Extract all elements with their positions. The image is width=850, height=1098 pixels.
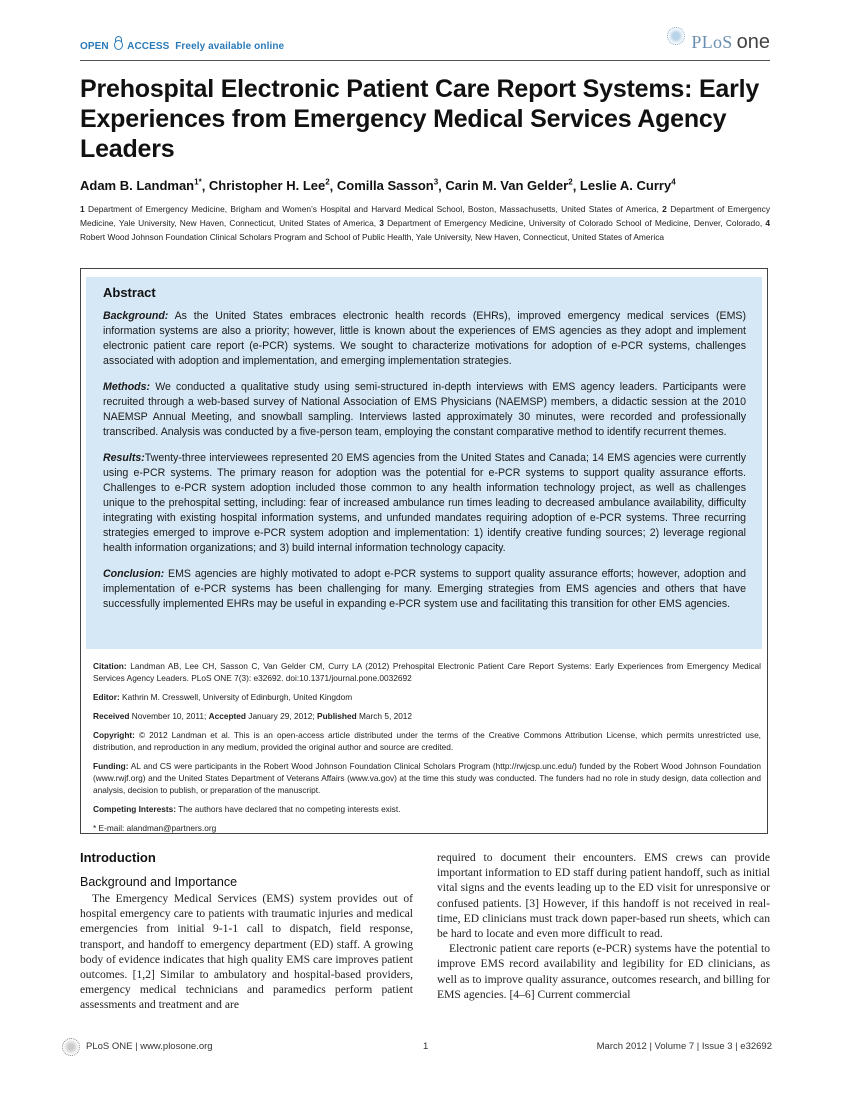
section-heading-introduction: Introduction — [80, 850, 156, 865]
abstract-heading: Abstract — [103, 285, 156, 300]
abstract-methods: Methods: We conducted a qualitative study using semi-structured in-depth interviews with EMS agency leaders. Participants were recruited through a web-based survey of National Association of EMS Physicians (NAEMSP) members, a didactic session at the 2010 NAEMSP Annual Meeting, and snowball sampling. Interviews lasted approximately 30 minutes, were recorded and professionally transcribed. Analysis was conducted by a five-person team, employing the constant comparative method to identify recurrent themes. — [103, 381, 746, 438]
abstract-background: Background: As the United States embraces electronic health records (EHRs), improved emergency medical services (EMS) information systems are also a priority; however, little is known about the experiences of EMS agencies as they adopt and implement electronic patient care report (e-PCR) systems. We sought to characterize motivations for adoption of e-PCR systems, challenges associated with adoption and implementation, and emerging implementation strategies. — [103, 310, 746, 367]
body-column-left — [80, 850, 413, 1013]
plos-globe-icon — [62, 1038, 80, 1056]
abstract-conclusion: Conclusion: EMS agencies are highly motivated to adopt e-PCR systems to support quality assurance efforts; however, adoption and implementation of e-PCR systems has been challenging for many. Emerging strategies from EMS agencies and others that have successfully implemented EHRs may be useful in expanding e-PCR system use and facilitating this transition for other EMS agencies. — [103, 568, 746, 610]
footer-journal-site: PLoS ONE | www.plosone.org — [86, 1041, 213, 1052]
open-access-prefix: OPEN — [80, 41, 109, 52]
contact-email[interactable]: * E-mail: alandman@partners.org — [93, 823, 217, 833]
author: Leslie A. Curry$^4$ — [579, 178, 676, 194]
journal-header — [80, 32, 770, 61]
plos-one-logo — [667, 28, 770, 56]
open-access-banner — [80, 40, 284, 52]
abstract-panel — [86, 277, 762, 649]
logo-plos-text: PLoS — [691, 31, 733, 52]
author: Adam B. Landman$^{1*}$ — [80, 178, 202, 194]
copyright: Copyright: © 2012 Landman et al. This is an open-access article distributed under the terms of the Creative Commons Attribution License, which permits unrestricted use, distribution, and reproduction in any medium, provided the original author and source are credited. — [93, 730, 761, 752]
footer-issue-info: March 2012 | Volume 7 | Issue 3 | e32692 — [596, 1041, 772, 1052]
editor: Editor: Kathrin M. Cresswell, University of Edinburgh, United Kingdom — [93, 692, 353, 702]
page-footer — [62, 1040, 772, 1060]
subsection-heading: Background and Importance — [80, 875, 238, 889]
page-number: 1 — [423, 1041, 429, 1052]
funding: Funding: AL and CS were participants in the Robert Wood Johnson Foundation Clinical Scholars Program (http://rwjcsp.unc.edu/) funded by the Robert Wood Johnson Foundation (www.rwjf.org) and the United States Department of Veterans Affairs (www.va.gov) at the time this study was conducted. The funders had no role in study design, data collection and analysis, decision to publish, or preparation of the manuscript. — [93, 761, 761, 795]
open-access-suffix: ACCESS — [127, 41, 170, 52]
affiliation: Department of Emergency Medicine, Brigham and Women’s Hospital and Harvard Medical School, Boston, Massachusetts, United States of America, — [88, 204, 659, 214]
body-paragraph: The Emergency Medical Services (EMS) system provides out of hospital emergency care to patients with traumatic injuries and medical emergencies from initial 9-1-1 call to dispatch, field response, transport, and handoff to emergency department (ED) staff. A growing body of evidence indicates that high quality EMS care improves patient outcomes. [1,2] Similar to ambulatory and hospital-based providers, emergency medical technicians and paramedics perform patient assessments and treatment and are — [80, 892, 413, 1012]
body-paragraph: Electronic patient care reports (e-PCR) systems have the potential to improve EMS record availability and legibility for ED clinicians, as well as to improve quality assurance, outcomes research, and billing for EMS agencies. [4–6] Current commercial — [437, 942, 770, 1001]
author: Comilla Sasson$^3$ — [336, 178, 439, 194]
author: Christopher H. Lee$^2$ — [208, 178, 330, 194]
dates: Received November 10, 2011; Accepted January 29, 2012; Published March 5, 2012 — [93, 711, 413, 721]
competing-interests: Competing Interests: The authors have declared that no competing interests exist. — [93, 804, 401, 814]
affiliation: Robert Wood Johnson Foundation Clinical Scholars Program and School of Public Health, Yale University, New Haven, Connecticut, United States of America — [80, 232, 665, 242]
author-list: Adam B. Landman$^{1*}$, Christopher H. Lee$^2$, Comilla Sasson$^3$, Carin M. Van Gelder$^2$, Leslie A. Curry$^4$ — [80, 178, 676, 194]
open-lock-icon — [114, 40, 123, 50]
body-paragraph: required to document their encounters. EMS crews can provide important information to ED staff during patient handoff, such as initial vital signs and the events leading up to the ED visit for unresponsive or confused patients. [3] However, if this handoff is not received in real-time, ED clinicians must track down paper-based run sheets, which can be hard to locate and even more difficult to read. — [437, 851, 770, 941]
affiliation: Department of Emergency Medicine, Yale University, New Haven, Connecticut, United States of America, — [80, 204, 771, 228]
affiliations: 1 Department of Emergency Medicine, Brigham and Women’s Hospital and Harvard Medical School, Boston, Massachusetts, United States of America, 2 Department of Emergency Medicine, Yale University, New Haven, Connecticut, United States of America, 3 Department of Emergency Medicine, University of Colorado School of Medicine, Denver, Colorado, 4 Robert Wood Johnson Foundation Clinical Scholars Program and School of Public Health, Yale University, New Haven, Connecticut, United States of America — [80, 204, 771, 242]
article-title: Prehospital Electronic Patient Care Report Systems: Early Experiences from Emergency Medical Services Agency Leaders — [80, 75, 760, 163]
body-column-right — [437, 850, 770, 1002]
freely-available-label: Freely available online — [175, 41, 285, 52]
plos-globe-icon — [667, 27, 685, 45]
affiliation: Department of Emergency Medicine, University of Colorado School of Medicine, Denver, Colorado, — [387, 218, 763, 228]
author: Carin M. Van Gelder$^2$ — [445, 178, 573, 194]
article-metadata — [93, 660, 761, 841]
abstract-results: Results:Twenty-three interviewees represented 20 EMS agencies from the United States and Canada; 14 EMS agencies were currently using e-PCR systems. The primary reason for adoption was the potential for e-PCR systems to support quality assurance efforts. Challenges to e-PCR system adoption included those common to any health information technology project, as well as challenges unique to the prehospital setting, including: fear of increased ambulance run times leading to decreased ambulance availability, difficulty integrating with existing hospital information systems, and unfunded mandates requiring adoption of e-PCR systems. Three recurring strategies emerged to improve e-PCR system adoption and implementation: 1) identify creative funding sources; 2) leverage regional health information organizations; and 3) build internal information technology capacity. — [103, 452, 746, 554]
citation: Citation: Landman AB, Lee CH, Sasson C, Van Gelder CM, Curry LA (2012) Prehospital Electronic Patient Care Report Systems: Early Experiences from Emergency Medical Services Agency Leaders. PLoS ONE 7(3): e32692. doi:10.1371/journal.pone.0032692 — [93, 661, 761, 683]
logo-one-text: one — [736, 30, 770, 53]
